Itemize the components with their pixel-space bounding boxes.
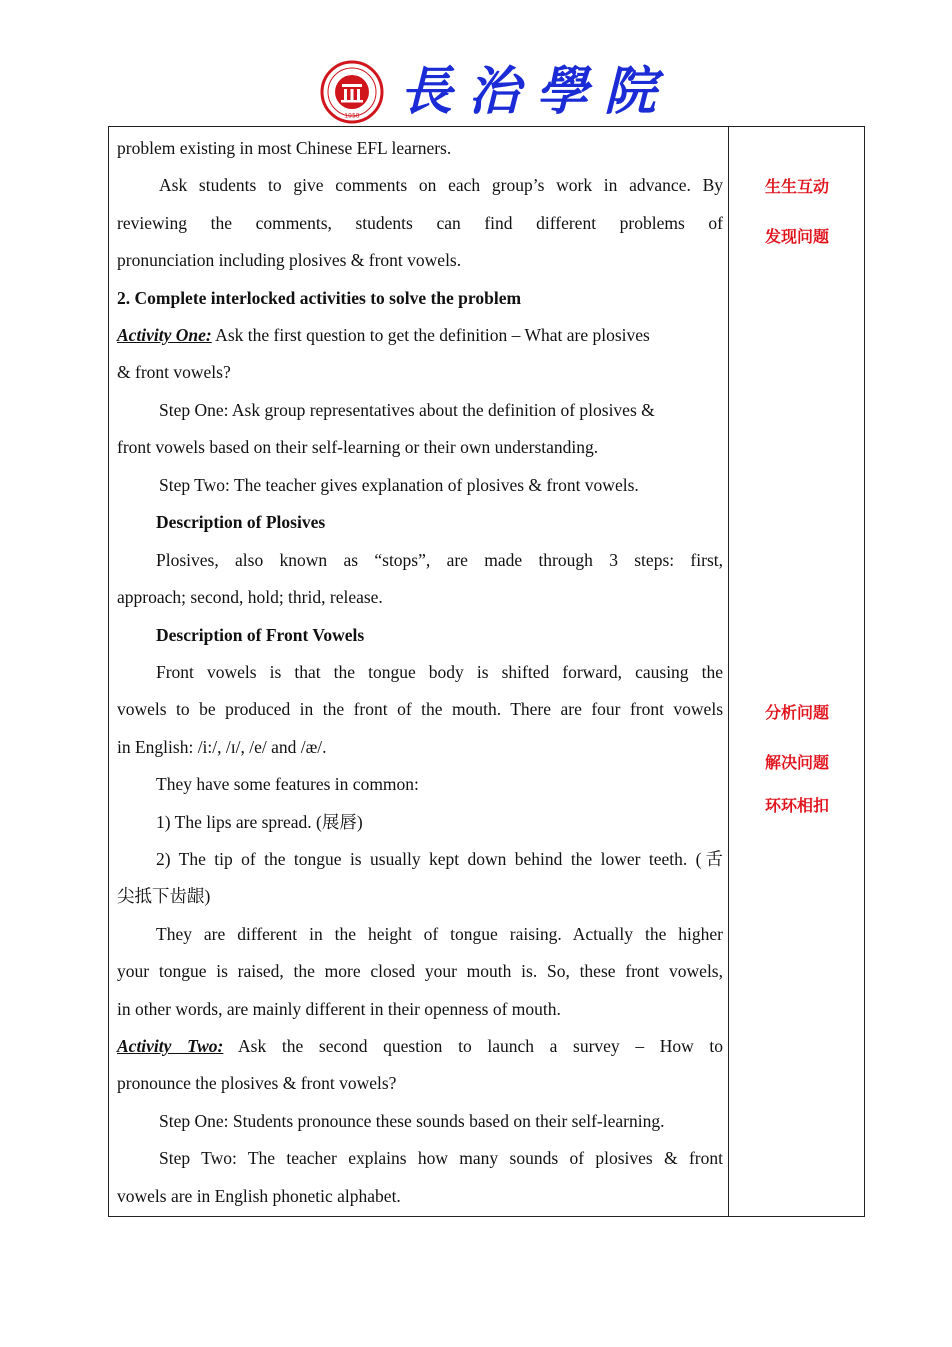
text-line: vowels are in English phonetic alphabet. [117,1186,401,1206]
subheading: Description of Front Vowels [156,625,365,645]
text-line: Step One: Students pronounce these sounds based on their self-learning. [159,1111,665,1131]
activity-one-text: Ask the first question to get the definition – What are plosives [211,325,650,345]
text-line: & front vowels? [117,362,231,382]
text-line: 2) The tip of the tongue is usually kept down behind the lower teeth. (舌 [156,849,723,869]
text-line: front vowels based on their self-learning or their own understanding. [117,437,599,457]
column-divider [728,126,729,1217]
activity-one-line [117,323,723,347]
text-line: pronounce the plosives & front vowels? [117,1073,397,1093]
text-line: in other words, are mainly different in their openness of mouth. [117,999,561,1019]
text-line: Ask students to give comments on each group’s work in advance. By [159,175,723,195]
side-note: 分析问题 [764,703,829,722]
text-line: problem existing in most Chinese EFL learners. [117,138,452,158]
activity-one-label: Activity One: [117,325,212,345]
text-line: pronunciation including plosives & front vowels. [117,250,462,270]
text-line: Step Two: The teacher gives explanation of plosives & front vowels. [159,475,639,495]
text-line: your tongue is raised, the more closed your mouth is. So, these front vowels, [117,961,723,981]
text-line: They have some features in common: [156,774,419,794]
side-note: 解决问题 [764,753,829,772]
text-line: They are different in the height of tongue raising. Actually the higher [156,924,723,944]
page-header [320,56,680,126]
subheading: Description of Plosives [156,512,326,532]
text-line: Front vowels is that the tongue body is shifted forward, causing the [156,662,723,682]
text-line: approach; second, hold; thrid, release. [117,587,383,607]
university-seal-icon [320,60,384,124]
text-line: Step Two: The teacher explains how many sounds of plosives & front [159,1148,723,1168]
university-name: 長治學院 [400,61,673,122]
text-line: Step One: Ask group representatives about the definition of plosives & [159,400,655,420]
activity-two-label: Activity Two: [117,1036,224,1056]
side-note: 环环相扣 [764,796,829,815]
seal-year: 1958 [344,112,360,120]
side-note: 发现问题 [764,227,829,246]
section-heading: 2. Complete interlocked activities to solve the problem [117,288,522,308]
side-note: 生生互动 [764,177,829,196]
activity-two-line [117,1034,723,1058]
text-line: in English: /i:/, /ɪ/, /e/ and /æ/. [117,737,327,757]
text-line: vowels to be produced in the front of the mouth. There are four front vowels [117,699,723,719]
text-line: reviewing the comments, students can find different problems of [117,213,723,233]
text-line: 尖抵下齿龈) [117,886,211,906]
activity-two-text: Ask the second question to launch a survey – How to [223,1036,723,1056]
text-line: 1) The lips are spread. (展唇) [156,812,363,832]
text-line: Plosives, also known as “stops”, are made through 3 steps: first, [156,550,723,570]
